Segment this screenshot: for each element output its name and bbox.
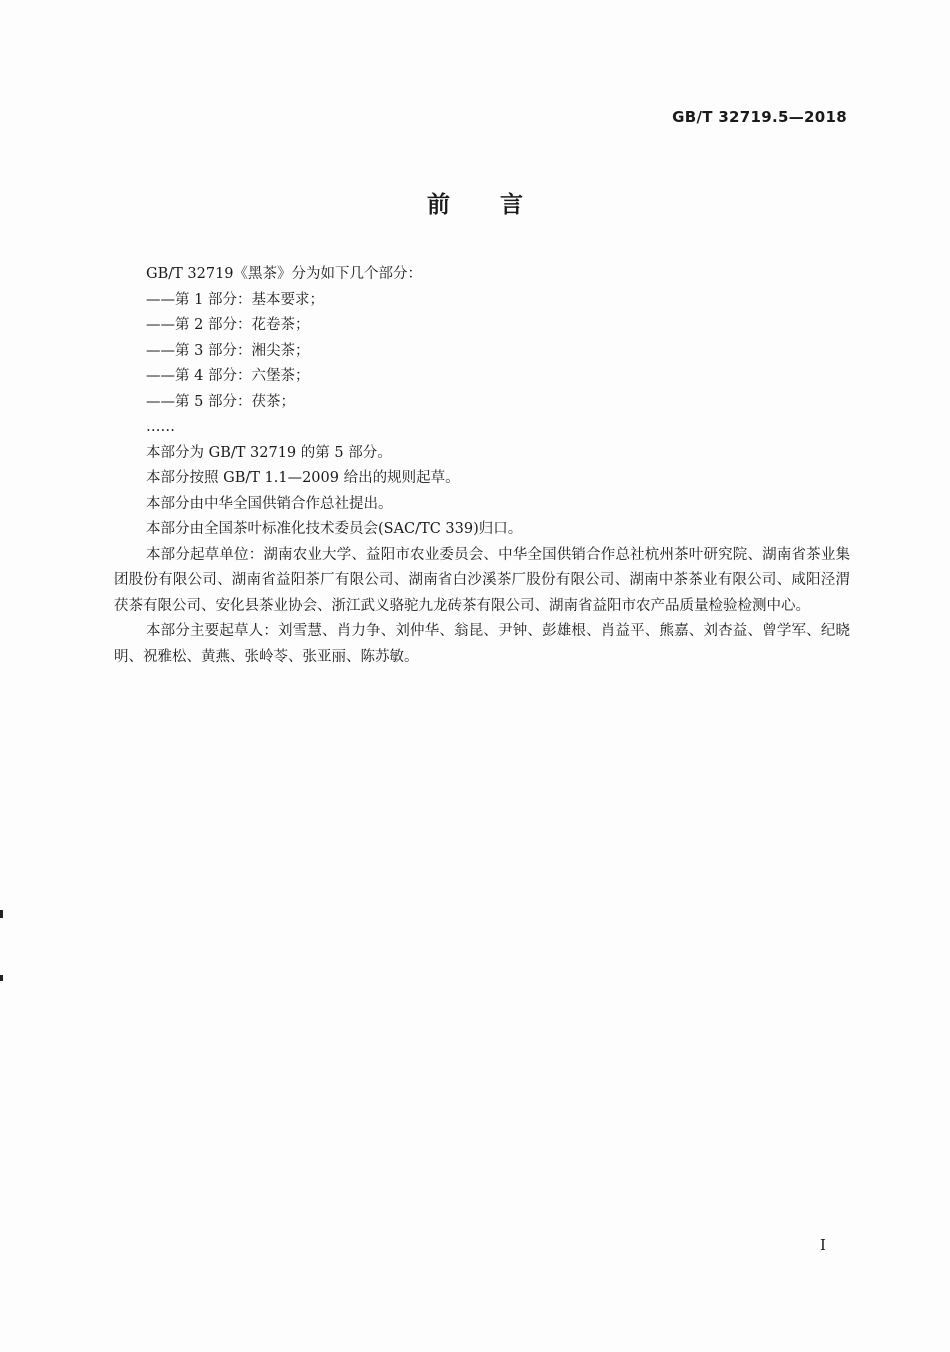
paragraph-drafters: 本部分主要起草人：刘雪慧、肖力争、刘仲华、翁昆、尹钟、彭雄根、肖益平、熊嘉、刘杏益、曾学军、纪晓明、祝雅松、黄燕、张岭苓、张亚丽、陈苏敏。 — [114, 623, 850, 665]
list-item-ellipsis: …… — [146, 419, 175, 435]
list-item-part-2: ——第 2 部分：花卷茶； — [146, 317, 310, 333]
paragraph-part-statement: 本部分为 GB/T 32719 的第 5 部分。 — [146, 444, 392, 461]
scan-artifact-mark — [0, 975, 3, 981]
paragraph-proposer: 本部分由中华全国供销合作总社提出。 — [146, 495, 393, 512]
document-code: GB/T 32719.5—2018 — [672, 108, 847, 126]
paragraph-committee: 本部分由全国茶叶标准化技术委员会(SAC/TC 339)归口。 — [146, 521, 523, 537]
foreword-body — [114, 262, 850, 670]
list-item-part-4: ——第 4 部分：六堡茶； — [146, 368, 310, 384]
list-item-part-1: ——第 1 部分：基本要求； — [146, 291, 324, 308]
page-title: 前言 — [427, 192, 573, 218]
paragraph-intro: GB/T 32719《黑茶》分为如下几个部分： — [146, 266, 423, 282]
scan-artifact-mark — [0, 910, 3, 918]
page-number: I — [820, 1236, 826, 1254]
list-item-part-5: ——第 5 部分：茯茶； — [146, 393, 295, 410]
paragraph-drafting-units: 本部分起草单位：湖南农业大学、益阳市农业委员会、中华全国供销合作总社杭州茶叶研究院、湖南省茶业集团股份有限公司、湖南省益阳茶厂有限公司、湖南省白沙溪茶厂股份有限公司、湖南中茶茶业有限公司、咸阳泾渭茯茶有限公司、安化县茶业协会、浙江武义骆驼九龙砖茶有限公司、湖南省益阳市农产品质量检验检测中心。 — [114, 546, 850, 614]
paragraph-drafting-rules: 本部分按照 GB/T 1.1—2009 给出的规则起草。 — [146, 470, 460, 486]
list-item-part-3: ——第 3 部分：湘尖茶； — [146, 342, 310, 359]
